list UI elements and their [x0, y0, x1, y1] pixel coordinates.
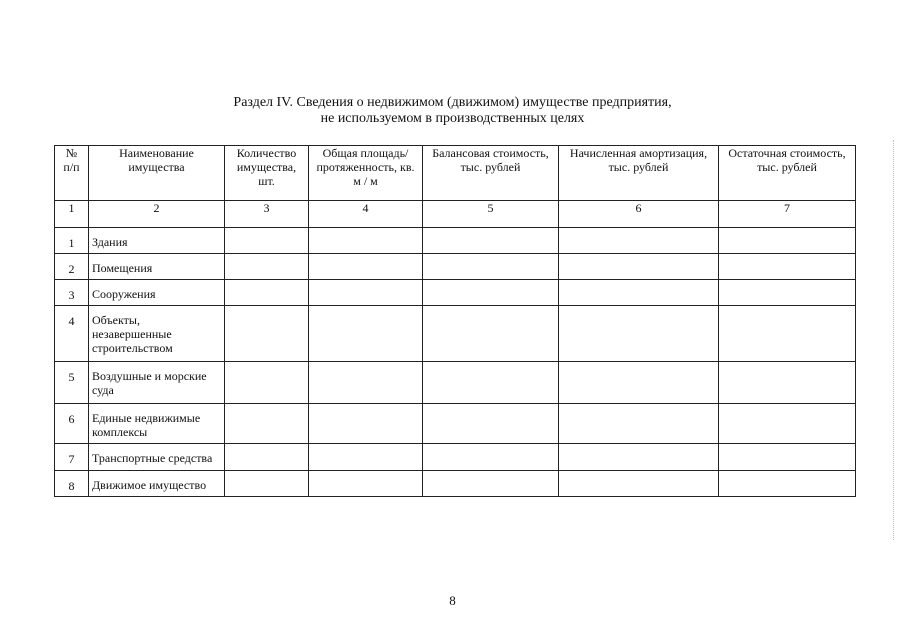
depreciation-cell [559, 228, 719, 254]
area-cell [309, 444, 423, 471]
table-row [55, 404, 856, 444]
residual-value-cell [719, 471, 856, 497]
residual-value-cell [719, 306, 856, 362]
column-number: 7 [719, 201, 856, 228]
balance-value-cell [423, 362, 559, 404]
table-row [55, 306, 856, 362]
depreciation-cell [559, 471, 719, 497]
area-cell [309, 362, 423, 404]
balance-value-cell [423, 228, 559, 254]
header-quantity: Количество имущества, шт. [225, 146, 309, 201]
header-residual-value: Остаточная стоимость, тыс. рублей [719, 146, 856, 201]
row-number: 6 [55, 404, 89, 444]
row-number: 7 [55, 444, 89, 471]
row-name: Здания [89, 228, 225, 254]
table-row [55, 362, 856, 404]
row-name: Сооружения [89, 280, 225, 306]
area-cell [309, 471, 423, 497]
column-number: 5 [423, 201, 559, 228]
header-depreciation: Начисленная амортизация, тыс. рублей [559, 146, 719, 201]
balance-value-cell [423, 404, 559, 444]
row-number: 1 [55, 228, 89, 254]
header-area: Общая площадь/ протяженность, кв. м / м [309, 146, 423, 201]
quantity-cell [225, 362, 309, 404]
balance-value-cell [423, 471, 559, 497]
area-cell [309, 254, 423, 280]
row-number: 8 [55, 471, 89, 497]
balance-value-cell [423, 280, 559, 306]
row-name: Объекты, незавершенные строительством [89, 306, 225, 362]
section-title-line-1: Раздел IV. Сведения о недвижимом (движимом) имуществе предприятия, [233, 95, 672, 110]
column-number: 2 [89, 201, 225, 228]
row-name: Транспортные средства [89, 444, 225, 471]
area-cell [309, 280, 423, 306]
row-name: Воздушные и морские суда [89, 362, 225, 404]
table-row [55, 228, 856, 254]
row-name: Движимое имущество [89, 471, 225, 497]
scan-edge-divider [893, 140, 894, 540]
quantity-cell [225, 471, 309, 497]
property-table [54, 145, 856, 497]
table-row [55, 254, 856, 280]
quantity-cell [225, 280, 309, 306]
balance-value-cell [423, 444, 559, 471]
depreciation-cell [559, 362, 719, 404]
residual-value-cell [719, 254, 856, 280]
residual-value-cell [719, 228, 856, 254]
header-name: Наименование имущества [89, 146, 225, 201]
depreciation-cell [559, 306, 719, 362]
depreciation-cell [559, 444, 719, 471]
balance-value-cell [423, 306, 559, 362]
residual-value-cell [719, 404, 856, 444]
page-number: 8 [449, 593, 456, 608]
header-row [55, 146, 856, 201]
row-name: Помещения [89, 254, 225, 280]
column-number: 4 [309, 201, 423, 228]
header-num: № п/п [55, 146, 89, 201]
row-number: 3 [55, 280, 89, 306]
header-balance-value: Балансовая стоимость, тыс. рублей [423, 146, 559, 201]
section-title-line-2: не используемом в производственных целях [320, 111, 585, 126]
area-cell [309, 404, 423, 444]
balance-value-cell [423, 254, 559, 280]
column-numbers-row [55, 201, 856, 228]
residual-value-cell [719, 362, 856, 404]
table-row [55, 444, 856, 471]
quantity-cell [225, 444, 309, 471]
column-number: 3 [225, 201, 309, 228]
quantity-cell [225, 228, 309, 254]
quantity-cell [225, 254, 309, 280]
table-row [55, 471, 856, 497]
depreciation-cell [559, 254, 719, 280]
row-number: 2 [55, 254, 89, 280]
row-name: Единые недвижимые комплексы [89, 404, 225, 444]
residual-value-cell [719, 280, 856, 306]
row-number: 5 [55, 362, 89, 404]
area-cell [309, 306, 423, 362]
quantity-cell [225, 306, 309, 362]
depreciation-cell [559, 404, 719, 444]
column-number: 6 [559, 201, 719, 228]
area-cell [309, 228, 423, 254]
column-number: 1 [55, 201, 89, 228]
depreciation-cell [559, 280, 719, 306]
residual-value-cell [719, 444, 856, 471]
row-number: 4 [55, 306, 89, 362]
table-row [55, 280, 856, 306]
quantity-cell [225, 404, 309, 444]
